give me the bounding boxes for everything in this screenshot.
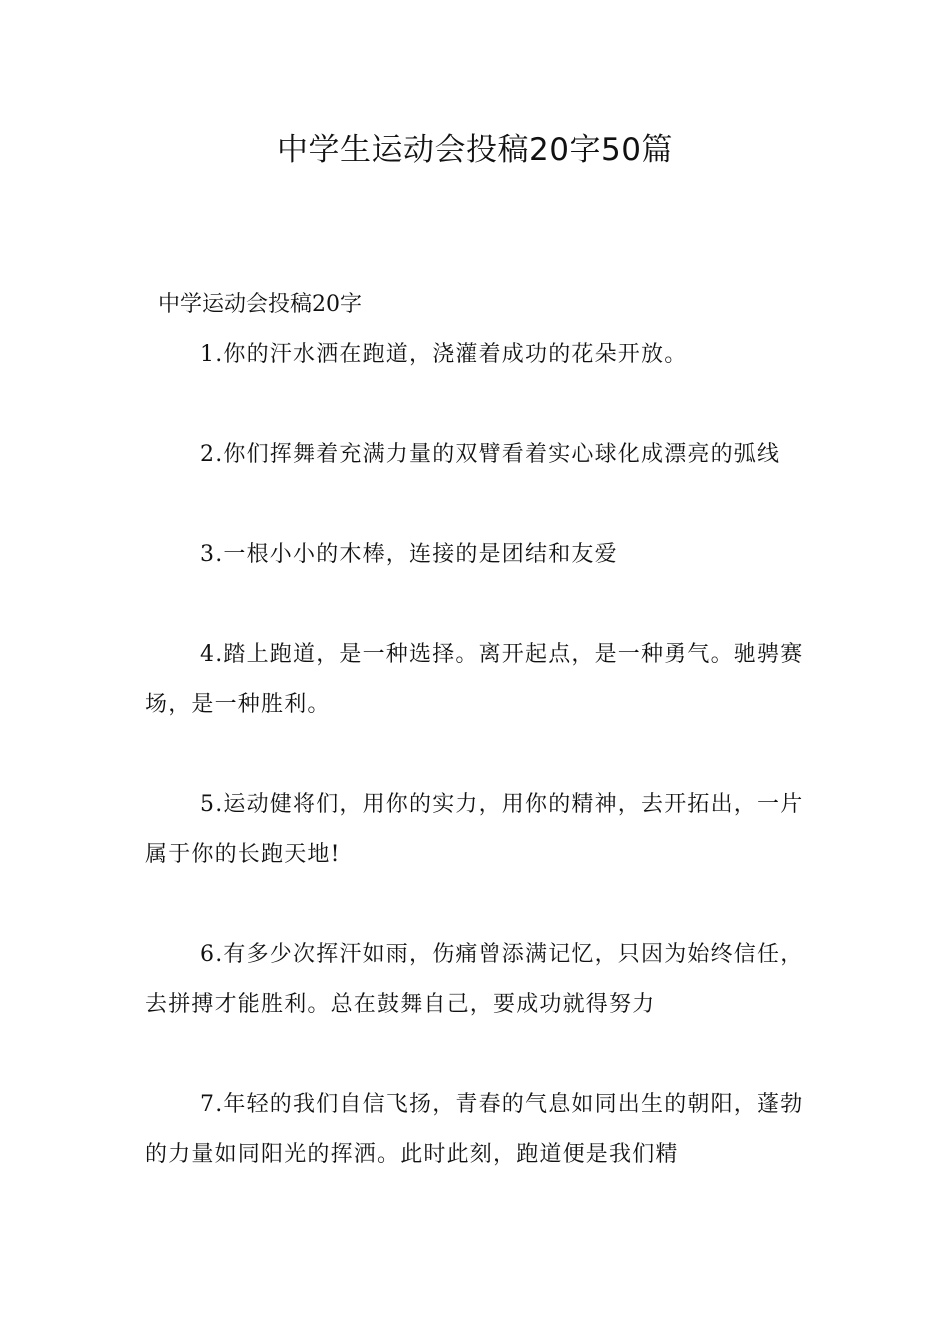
document-title: 中学生运动会投稿20字50篇 xyxy=(277,132,673,168)
section-subheading: 中学运动会投稿20字 xyxy=(158,292,362,317)
document-body xyxy=(145,280,810,1230)
list-item: 1.你的汗水洒在跑道，浇灌着成功的花朵开放。 xyxy=(200,342,688,367)
list-item: 2.你们挥舞着充满力量的双臂看着实心球化成漂亮的弧线 xyxy=(200,442,781,467)
list-item: 7.年轻的我们自信飞扬，青春的气息如同出生的朝阳，蓬勃的力量如同阳光的挥洒。此时此刻，跑道便是我们精 xyxy=(145,1092,804,1167)
list-item: 3.一根小小的木棒，连接的是团结和友爱 xyxy=(200,542,618,567)
list-item: 6.有多少次挥汗如雨，伤痛曾添满记忆，只因为始终信任，去拼搏才能胜利。总在鼓舞自己，要成功就得努力 xyxy=(145,942,804,1017)
list-item: 5.运动健将们，用你的实力，用你的精神，去开拓出，一片属于你的长跑天地! xyxy=(145,792,804,867)
list-item: 4.踏上跑道，是一种选择。离开起点，是一种勇气。驰骋赛场，是一种胜利。 xyxy=(145,642,804,717)
